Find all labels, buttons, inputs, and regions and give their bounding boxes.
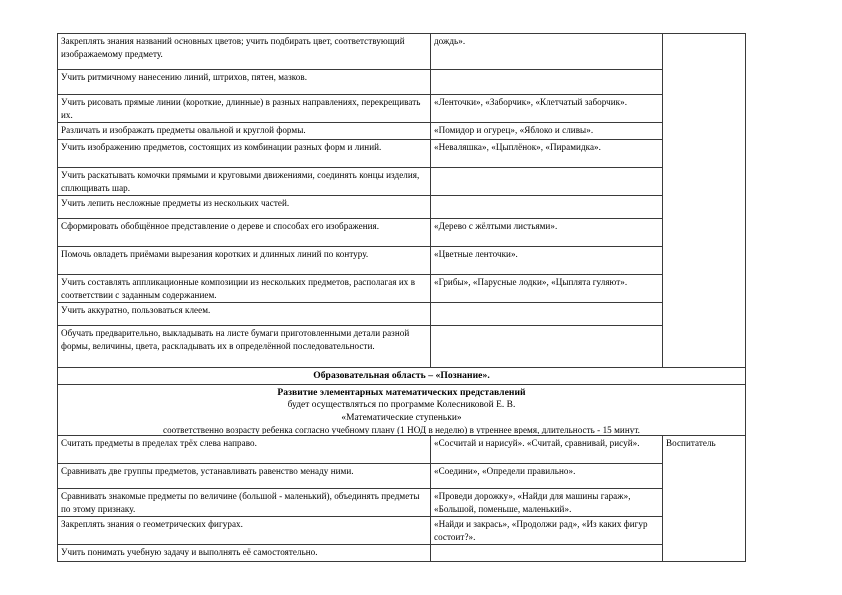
table-row: [58, 34, 746, 70]
activity-cell: «Ленточки», «Заборчик», «Клетчатый заборчик».: [431, 95, 663, 123]
activity-cell: «Найди и закрась», «Продолжи рад», «Из каких фигур состоит?».: [431, 517, 663, 545]
program-banner-row: [58, 384, 746, 436]
table-row: [58, 168, 746, 196]
program-name: «Математические ступеньки»: [341, 413, 462, 424]
activity-cell: [431, 303, 663, 326]
activity-cell: дождь».: [431, 34, 663, 70]
activity-cell: [431, 70, 663, 95]
table-row: [58, 517, 746, 545]
objective-cell: Учить составлять аппликационные композиции из нескольких предметов, располагая их в соответствии с заданным содержанием.: [58, 275, 431, 303]
activity-cell: «Грибы», «Парусные лодки», «Цыплята гуляют».: [431, 275, 663, 303]
objective-cell: Учить аккуратно, пользоваться клеем.: [58, 303, 431, 326]
table-row: [58, 247, 746, 275]
responsible-cell: [663, 34, 746, 368]
objective-cell: Различать и изображать предметы овальной и круглой формы.: [58, 123, 431, 140]
table-row: [58, 326, 746, 368]
activity-cell: [431, 168, 663, 196]
table-row: [58, 489, 746, 517]
activity-cell: «Дерево с жёлтыми листьями».: [431, 219, 663, 247]
objective-cell: Сформировать обобщённое представление о дереве и способах его изображения.: [58, 219, 431, 247]
activity-cell: «Неваляшка», «Цыплёнок», «Пирамидка».: [431, 140, 663, 168]
objective-cell: Учить раскатывать комочки прямыми и круговыми движениями, соединять концы изделия, сплющивать шар.: [58, 168, 431, 196]
program-title: Развитие элементарных математических представлений: [277, 386, 526, 398]
activity-cell: «Сосчитай и нарисуй». «Считай, сравнивай, рисуй».: [431, 436, 663, 464]
responsible-cell: Воспитатель: [663, 436, 746, 562]
table-row: [58, 140, 746, 168]
objective-cell: Закреплять знания о геометрических фигурах.: [58, 517, 431, 545]
objective-cell: Закреплять знания названий основных цветов; учить подбирать цвет, соответствующий изображаемому предмету.: [58, 34, 431, 70]
activity-cell: [431, 196, 663, 219]
activity-cell: «Цветные ленточки».: [431, 247, 663, 275]
table-row: [58, 464, 746, 489]
table-row: [58, 95, 746, 123]
objective-cell: Учить ритмичному нанесению линий, штрихов, пятен, мазков.: [58, 70, 431, 95]
table-row: [58, 123, 746, 140]
activity-cell: [431, 545, 663, 562]
table-row: [58, 275, 746, 303]
objective-cell: Учить рисовать прямые линии (короткие, длинные) в разных направлениях, перекрещивать их.: [58, 95, 431, 123]
objective-cell: Сравнивать знакомые предметы по величине (большой - маленький), объединять предметы по этому признаку.: [58, 489, 431, 517]
activity-cell: «Помидор и огурец», «Яблоко и сливы».: [431, 123, 663, 140]
curriculum-table: [57, 33, 746, 562]
objective-cell: Учить изображению предметов, состоящих из комбинации разных форм и линий.: [58, 140, 431, 168]
table-row: [58, 436, 746, 464]
activity-cell: [431, 326, 663, 368]
program-author: будет осуществляться по программе Колесниковой Е. В.: [287, 400, 516, 410]
objective-cell: Сравнивать две группы предметов, устанавливать равенство менаду ними.: [58, 464, 431, 489]
table-row: [58, 545, 746, 562]
table-row: [58, 219, 746, 247]
table-row: [58, 303, 746, 326]
objective-cell: Считать предметы в пределах трёх слева направо.: [58, 436, 431, 464]
program-schedule: соответственно возрасту ребенка согласно учебному плану (1 НОД в неделю) в утреннее время, длительность - 15 минут.: [163, 425, 640, 435]
section-banner-row: [58, 368, 746, 385]
educational-area-banner: Образовательная область – «Познание».: [58, 368, 746, 385]
objective-cell: Учить лепить несложные предметы из нескольких частей.: [58, 196, 431, 219]
table-row: [58, 196, 746, 219]
objective-cell: Учить понимать учебную задачу и выполнять её самостоятельно.: [58, 545, 431, 562]
activity-cell: «Проведи дорожку», «Найди для машины гараж», «Большой, поменьше, маленький».: [431, 489, 663, 517]
activity-cell: «Соедини», «Определи правильно».: [431, 464, 663, 489]
program-description-banner: [58, 384, 746, 436]
objective-cell: Помочь овладеть приёмами вырезания коротких и длинных линий по контуру.: [58, 247, 431, 275]
objective-cell: Обучать предварительно, выкладывать на листе бумаги приготовленными детали разной формы, величины, цвета, раскладывать их в определённой последовательности.: [58, 326, 431, 368]
table-row: [58, 70, 746, 95]
